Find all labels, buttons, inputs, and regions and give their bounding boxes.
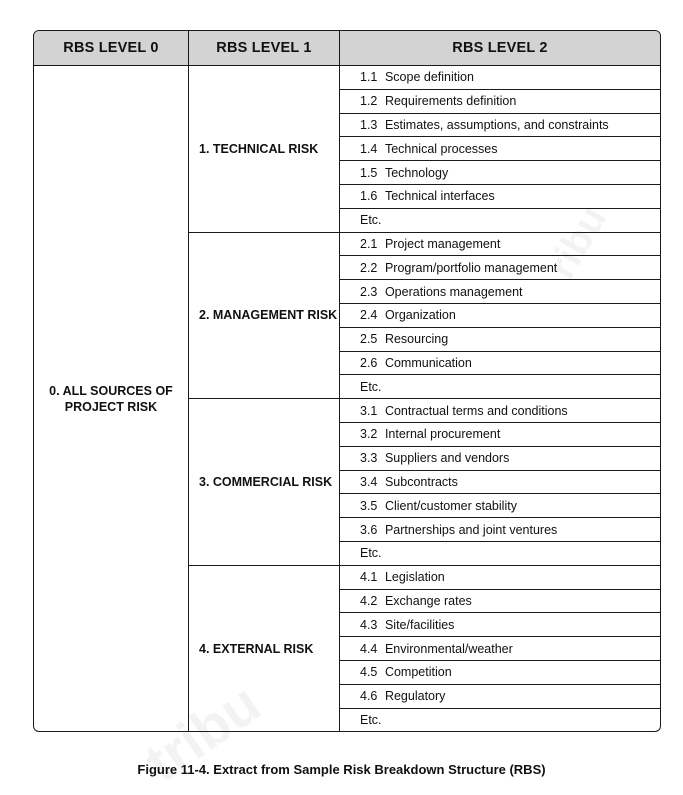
level-2-code: 4.2 (360, 593, 378, 608)
level-2-text: Client/customer stability (384, 498, 517, 513)
header-row (34, 31, 660, 66)
level-2-text: Competition (384, 665, 452, 680)
level-2-code: 2.5 (360, 332, 378, 347)
level-2-cell (340, 137, 660, 161)
level-2-text: Etc. (360, 546, 382, 561)
level-2-text: Scope definition (384, 70, 474, 85)
level-0-label-line-2: PROJECT RISK (64, 399, 158, 414)
level-1-cell: 3. COMMERCIAL RISK (189, 399, 340, 566)
level-2-code: 1.3 (360, 117, 378, 132)
level-2-cell (340, 90, 660, 114)
level-2-cell (340, 447, 660, 471)
level-2-cell (340, 566, 660, 590)
level-2-code: 1.6 (360, 189, 378, 204)
header-rbs-level-0: RBS LEVEL 0 (34, 31, 189, 66)
level-2-text: Operations management (384, 284, 523, 299)
level-2-text: Etc. (360, 379, 382, 394)
level-2-cell (340, 494, 660, 518)
rbs-table-container (33, 30, 661, 732)
level-2-code: 3.6 (360, 522, 378, 537)
level-2-cell (340, 542, 660, 566)
level-2-cell (340, 613, 660, 637)
level-2-code: 1.2 (360, 94, 378, 109)
level-2-cell (340, 66, 660, 90)
level-2-code: 2.2 (360, 260, 378, 275)
header-rbs-level-1: RBS LEVEL 1 (189, 31, 340, 66)
level-2-text: Estimates, assumptions, and constraints (384, 117, 609, 132)
level-2-code: 4.6 (360, 689, 378, 704)
level-2-cell (340, 518, 660, 542)
level-2-cell (340, 471, 660, 495)
level-2-code: 1.5 (360, 165, 378, 180)
level-2-cell (340, 209, 660, 233)
level-1-cell: 4. EXTERNAL RISK (189, 566, 340, 732)
level-2-code: 2.1 (360, 236, 378, 251)
level-2-cell (340, 352, 660, 376)
level-2-code: 1.1 (360, 70, 378, 85)
level-2-text: Partnerships and joint ventures (384, 522, 558, 537)
level-2-text: Technology (384, 165, 449, 180)
level-2-code: 1.4 (360, 141, 378, 156)
level-2-cell (340, 256, 660, 280)
level-1-cell: 1. TECHNICAL RISK (189, 66, 340, 233)
header-rbs-level-2: RBS LEVEL 2 (340, 31, 660, 66)
level-2-cell (340, 185, 660, 209)
level-2-text: Etc. (360, 213, 382, 228)
level-2-code: 2.4 (360, 308, 378, 323)
level-2-text: Technical interfaces (384, 189, 495, 204)
level-2-cell (340, 233, 660, 257)
level-2-text: Technical processes (384, 141, 498, 156)
level-2-text: Program/portfolio management (384, 260, 558, 275)
table-row (34, 66, 660, 90)
level-2-text: Communication (384, 355, 472, 370)
level-2-code: 2.6 (360, 355, 378, 370)
level-2-text: Requirements definition (384, 94, 517, 109)
level-2-code: 4.3 (360, 617, 378, 632)
level-2-code: 2.3 (360, 284, 378, 299)
level-2-text: Exchange rates (384, 593, 472, 608)
figure-caption: Figure 11-4. Extract from Sample Risk Breakdown Structure (RBS) (137, 762, 546, 777)
level-2-text: Legislation (384, 570, 445, 585)
level-2-cell (340, 399, 660, 423)
level-2-code: 3.2 (360, 427, 378, 442)
level-2-text: Regulatory (384, 689, 446, 704)
level-2-cell (340, 709, 660, 732)
level-2-code: 3.5 (360, 498, 378, 513)
level-2-code: 4.4 (360, 641, 378, 656)
level-2-text: Etc. (360, 712, 382, 727)
level-2-cell (340, 423, 660, 447)
level-2-cell (340, 304, 660, 328)
level-2-code: 3.3 (360, 451, 378, 466)
level-2-cell (340, 637, 660, 661)
level-2-code: 3.1 (360, 403, 378, 418)
level-2-text: Suppliers and vendors (384, 451, 510, 466)
level-0-cell (34, 66, 189, 731)
level-2-text: Environmental/weather (384, 641, 513, 656)
level-2-cell (340, 114, 660, 138)
rbs-table (33, 30, 661, 732)
level-2-code: 3.4 (360, 474, 378, 489)
level-2-text: Resourcing (384, 332, 449, 347)
level-2-cell (340, 590, 660, 614)
level-2-cell (340, 280, 660, 304)
level-2-cell (340, 328, 660, 352)
table-body (34, 66, 660, 731)
level-2-cell (340, 661, 660, 685)
level-1-cell: 2. MANAGEMENT RISK (189, 233, 340, 400)
level-2-cell (340, 161, 660, 185)
level-2-code: 4.5 (360, 665, 378, 680)
level-2-code: 4.1 (360, 570, 378, 585)
level-2-text: Organization (384, 308, 456, 323)
level-2-text: Project management (384, 236, 501, 251)
level-2-cell (340, 375, 660, 399)
level-2-text: Internal procurement (384, 427, 501, 442)
level-2-text: Site/facilities (384, 617, 455, 632)
level-2-text: Subcontracts (384, 474, 458, 489)
level-2-cell (340, 685, 660, 709)
level-2-text: Contractual terms and conditions (384, 403, 568, 418)
level-0-label-line-1: 0. ALL SOURCES OF (49, 383, 173, 398)
